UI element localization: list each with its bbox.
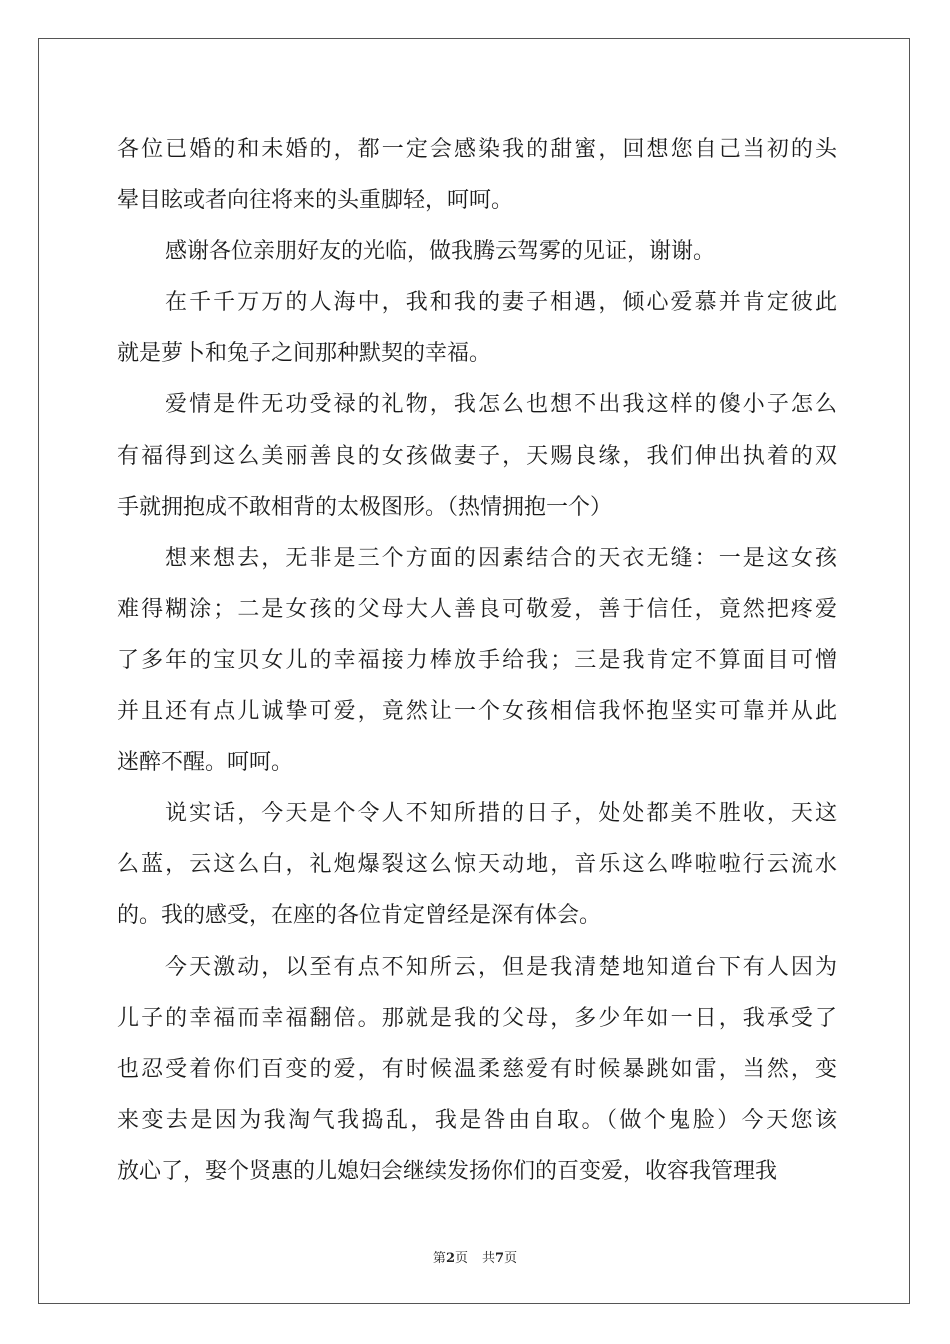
paragraph-line: 来变去是因为我淘气我捣乱，我是咎由自取。（做个鬼脸）今天您该: [117, 1107, 837, 1133]
paragraph: [117, 226, 837, 277]
page-number-prefix: 第: [432, 1251, 446, 1266]
paragraph-line: 晕目眩或者向往将来的头重脚轻，呵呵。: [117, 188, 514, 214]
document-body: [117, 124, 837, 1197]
paragraph-line: 说实话，今天是个令人不知所措的日子，处处都美不胜收，天这: [165, 801, 837, 827]
total-pages-prefix: 共: [482, 1251, 496, 1266]
paragraph-line: 也忍受着你们百变的爱，有时候温柔慈爱有时候暴跳如雷，当然，变: [117, 1056, 837, 1082]
paragraph-line: 爱情是件无功受禄的礼物，我怎么也想不出我这样的傻小子怎么: [165, 392, 837, 418]
paragraph-line: 并且还有点儿诚挚可爱，竟然让一个女孩相信我怀抱坚实可靠并从此: [117, 699, 837, 725]
paragraph-line: 各位已婚的和未婚的，都一定会感染我的甜蜜，回想您自己当初的头: [117, 137, 837, 162]
paragraph-line: 想来想去，无非是三个方面的因素结合的天衣无缝：一是这女孩: [165, 545, 837, 571]
page-footer: [0, 1247, 950, 1266]
paragraph: [117, 277, 837, 379]
paragraph: [117, 379, 837, 532]
paragraph-line: 放心了，娶个贤惠的儿媳妇会继续发扬你们的百变爱，收容我管理我: [117, 1158, 778, 1184]
paragraph-line: 迷醉不醒。呵呵。: [117, 750, 294, 776]
paragraph-line: 就是萝卜和兔子之间那种默契的幸福。: [117, 341, 492, 367]
total-pages-suffix: 页: [504, 1251, 518, 1266]
paragraph-line: 有福得到这么美丽善良的女孩做妻子，天赐良缘，我们伸出执着的双: [117, 443, 837, 469]
paragraph-line: 难得糊涂；二是女孩的父母大人善良可敬爱，善于信任，竟然把疼爱: [117, 596, 837, 622]
page-number-suffix: 页: [454, 1251, 468, 1266]
paragraph-line: 感谢各位亲朋好友的光临，做我腾云驾雾的见证，谢谢。: [165, 239, 716, 265]
paragraph-line: 了多年的宝贝女儿的幸福接力棒放手给我；三是我肯定不算面目可憎: [117, 647, 837, 673]
paragraph-line: 么蓝，云这么白，礼炮爆裂这么惊天动地，音乐这么哗啦啦行云流水: [117, 852, 837, 878]
total-pages: 7: [495, 1251, 505, 1266]
paragraph-line: 在千千万万的人海中，我和我的妻子相遇，倾心爱慕并肯定彼此: [165, 290, 837, 316]
paragraph: [117, 788, 837, 941]
paragraph-line: 今天激动，以至有点不知所云，但是我清楚地知道台下有人因为: [165, 954, 837, 980]
paragraph-line: 的。我的感受，在座的各位肯定曾经是深有体会。: [117, 903, 602, 929]
paragraph: [117, 533, 837, 788]
paragraph-line: 儿子的幸福而幸福翻倍。那就是我的父母，多少年如一日，我承受了: [117, 1005, 837, 1031]
paragraph: [117, 942, 837, 1197]
page-number: 2: [445, 1251, 455, 1266]
paragraph: [117, 124, 837, 226]
paragraph-line: 手就拥抱成不敢相背的太极图形。（热情拥抱一个）: [117, 494, 613, 520]
